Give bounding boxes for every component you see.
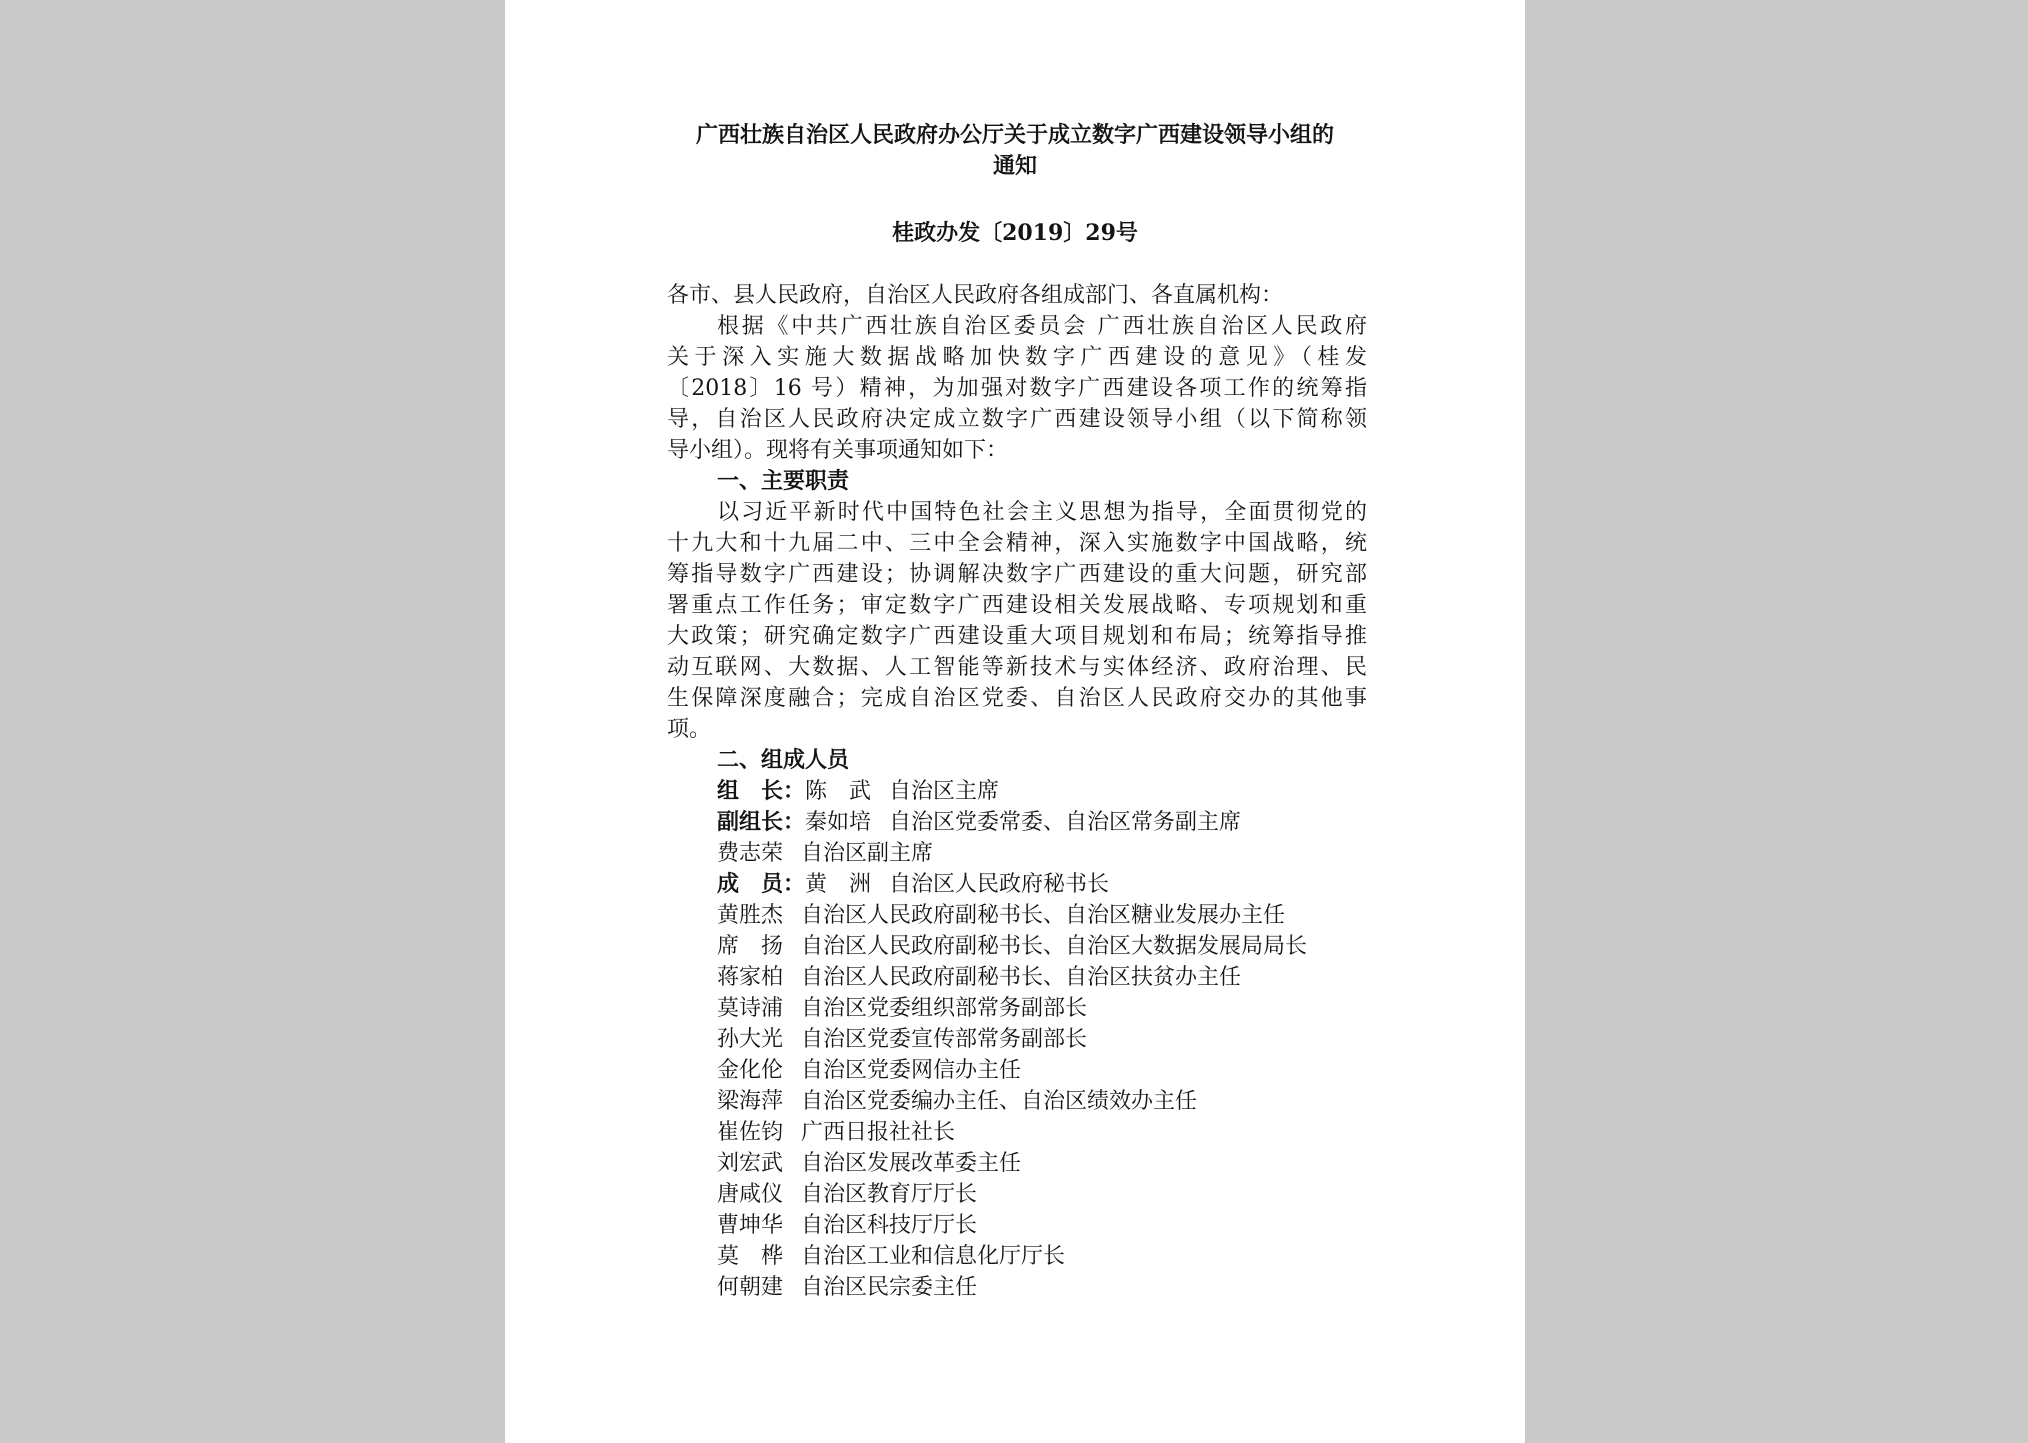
member-post: 自治区教育厅厅长 <box>801 1182 978 1207</box>
member-row <box>717 1179 977 1210</box>
section-2-heading: 二、组成人员 <box>717 747 850 773</box>
leader-row <box>717 776 999 807</box>
member-name: 何朝建 <box>717 1275 784 1300</box>
section-1-line-8: 项。 <box>667 717 712 742</box>
member-post: 自治区党委编办主任、自治区绩效办主任 <box>801 1089 1198 1114</box>
deputy-2-name: 费志荣 <box>717 841 784 866</box>
member-post: 自治区科技厅厅长 <box>801 1213 978 1238</box>
member-row <box>717 993 1087 1024</box>
member-post: 自治区党委组织部常务副部长 <box>801 996 1088 1021</box>
member-post: 自治区党委网信办主任 <box>801 1058 1022 1083</box>
member-post: 自治区发展改革委主任 <box>801 1151 1022 1176</box>
member-role: 成 员： <box>717 871 806 897</box>
member-row <box>717 1272 977 1303</box>
member-post: 自治区民宗委主任 <box>801 1275 978 1300</box>
document-title-line-2: 通知 <box>992 153 1037 179</box>
member-name: 崔佐钧 <box>717 1120 784 1145</box>
member-head-name: 黄 洲 <box>805 872 872 897</box>
member-head-post: 自治区人民政府秘书长 <box>889 872 1110 897</box>
member-name: 莫诗浦 <box>717 996 784 1021</box>
section-1-line-4: 署重点工作任务；审定数字广西建设相关发展战略、专项规划和重 <box>667 593 1367 618</box>
member-post: 自治区党委宣传部常务副部长 <box>801 1027 1088 1052</box>
intro-line-1: 根据《中共广西壮族自治区委员会 广西壮族自治区人民政府 <box>717 314 1367 339</box>
section-1-line-3: 筹指导数字广西建设；协调解决数字广西建设的重大问题，研究部 <box>667 562 1367 587</box>
intro-line-2: 关于深入实施大数据战略加快数字广西建设的意见》（桂发 <box>667 345 1367 370</box>
section-1-line-7: 生保障深度融合；完成自治区党委、自治区人民政府交办的其他事 <box>667 686 1367 711</box>
member-row <box>717 1055 1021 1086</box>
document-title-line-1: 广西壮族自治区人民政府办公厅关于成立数字广西建设领导小组的 <box>695 122 1334 148</box>
member-row <box>717 1210 977 1241</box>
deputy-2-post: 自治区副主席 <box>801 841 934 866</box>
leader-name: 陈 武 <box>805 779 872 804</box>
deputy-row-2 <box>717 838 933 869</box>
member-post: 自治区人民政府副秘书长、自治区扶贫办主任 <box>801 965 1242 990</box>
section-1-line-1: 以习近平新时代中国特色社会主义思想为指导，全面贯彻党的 <box>717 500 1367 525</box>
member-name: 席 扬 <box>717 934 784 959</box>
member-name: 唐咸仪 <box>717 1182 784 1207</box>
section-1-heading: 一、主要职责 <box>717 468 850 494</box>
member-row <box>717 1148 1021 1179</box>
section-1-line-5: 大政策；研究确定数字广西建设重大项目规划和布局；统筹指导推 <box>667 624 1367 649</box>
member-post: 自治区人民政府副秘书长、自治区糖业发展办主任 <box>801 903 1286 928</box>
member-head-row <box>717 869 1109 900</box>
document-page <box>505 0 1525 1443</box>
member-name: 孙大光 <box>717 1027 784 1052</box>
member-post: 自治区人民政府副秘书长、自治区大数据发展局局长 <box>801 934 1308 959</box>
member-row <box>717 1241 1065 1272</box>
deputy-post: 自治区党委常委、自治区常务副主席 <box>889 810 1242 835</box>
member-row <box>717 1117 955 1148</box>
member-name: 莫 桦 <box>717 1244 784 1269</box>
member-name: 黄胜杰 <box>717 903 784 928</box>
intro-line-4: 导，自治区人民政府决定成立数字广西建设领导小组（以下简称领 <box>667 407 1367 432</box>
document-number: 桂政办发〔2019〕29号 <box>892 220 1138 246</box>
deputy-name: 秦如培 <box>805 810 872 835</box>
member-name: 金化伦 <box>717 1058 784 1083</box>
intro-line-3: 〔2018〕16 号）精神，为加强对数字广西建设各项工作的统筹指 <box>667 376 1367 401</box>
deputy-row <box>717 807 1241 838</box>
member-name: 蒋家柏 <box>717 965 784 990</box>
leader-role: 组 长： <box>717 778 806 804</box>
deputy-role: 副组长： <box>717 809 806 835</box>
leader-post: 自治区主席 <box>889 779 1000 804</box>
member-name: 曹坤华 <box>717 1213 784 1238</box>
member-row <box>717 1086 1197 1117</box>
member-row <box>717 1024 1087 1055</box>
intro-line-5: 导小组）。现将有关事项通知如下： <box>667 438 1009 463</box>
member-post: 自治区工业和信息化厅厅长 <box>801 1244 1066 1269</box>
member-row <box>717 900 1285 931</box>
member-post: 广西日报社社长 <box>801 1120 956 1145</box>
member-row <box>717 931 1307 962</box>
member-name: 刘宏武 <box>717 1151 784 1176</box>
section-1-line-2: 十九大和十九届二中、三中全会精神，深入实施数字中国战略，统 <box>667 531 1367 556</box>
member-row <box>717 962 1241 993</box>
section-1-line-6: 动互联网、大数据、人工智能等新技术与实体经济、政府治理、民 <box>667 655 1367 680</box>
member-name: 梁海萍 <box>717 1089 784 1114</box>
addressee-line: 各市、县人民政府，自治区人民政府各组成部门、各直属机构： <box>667 283 1284 308</box>
